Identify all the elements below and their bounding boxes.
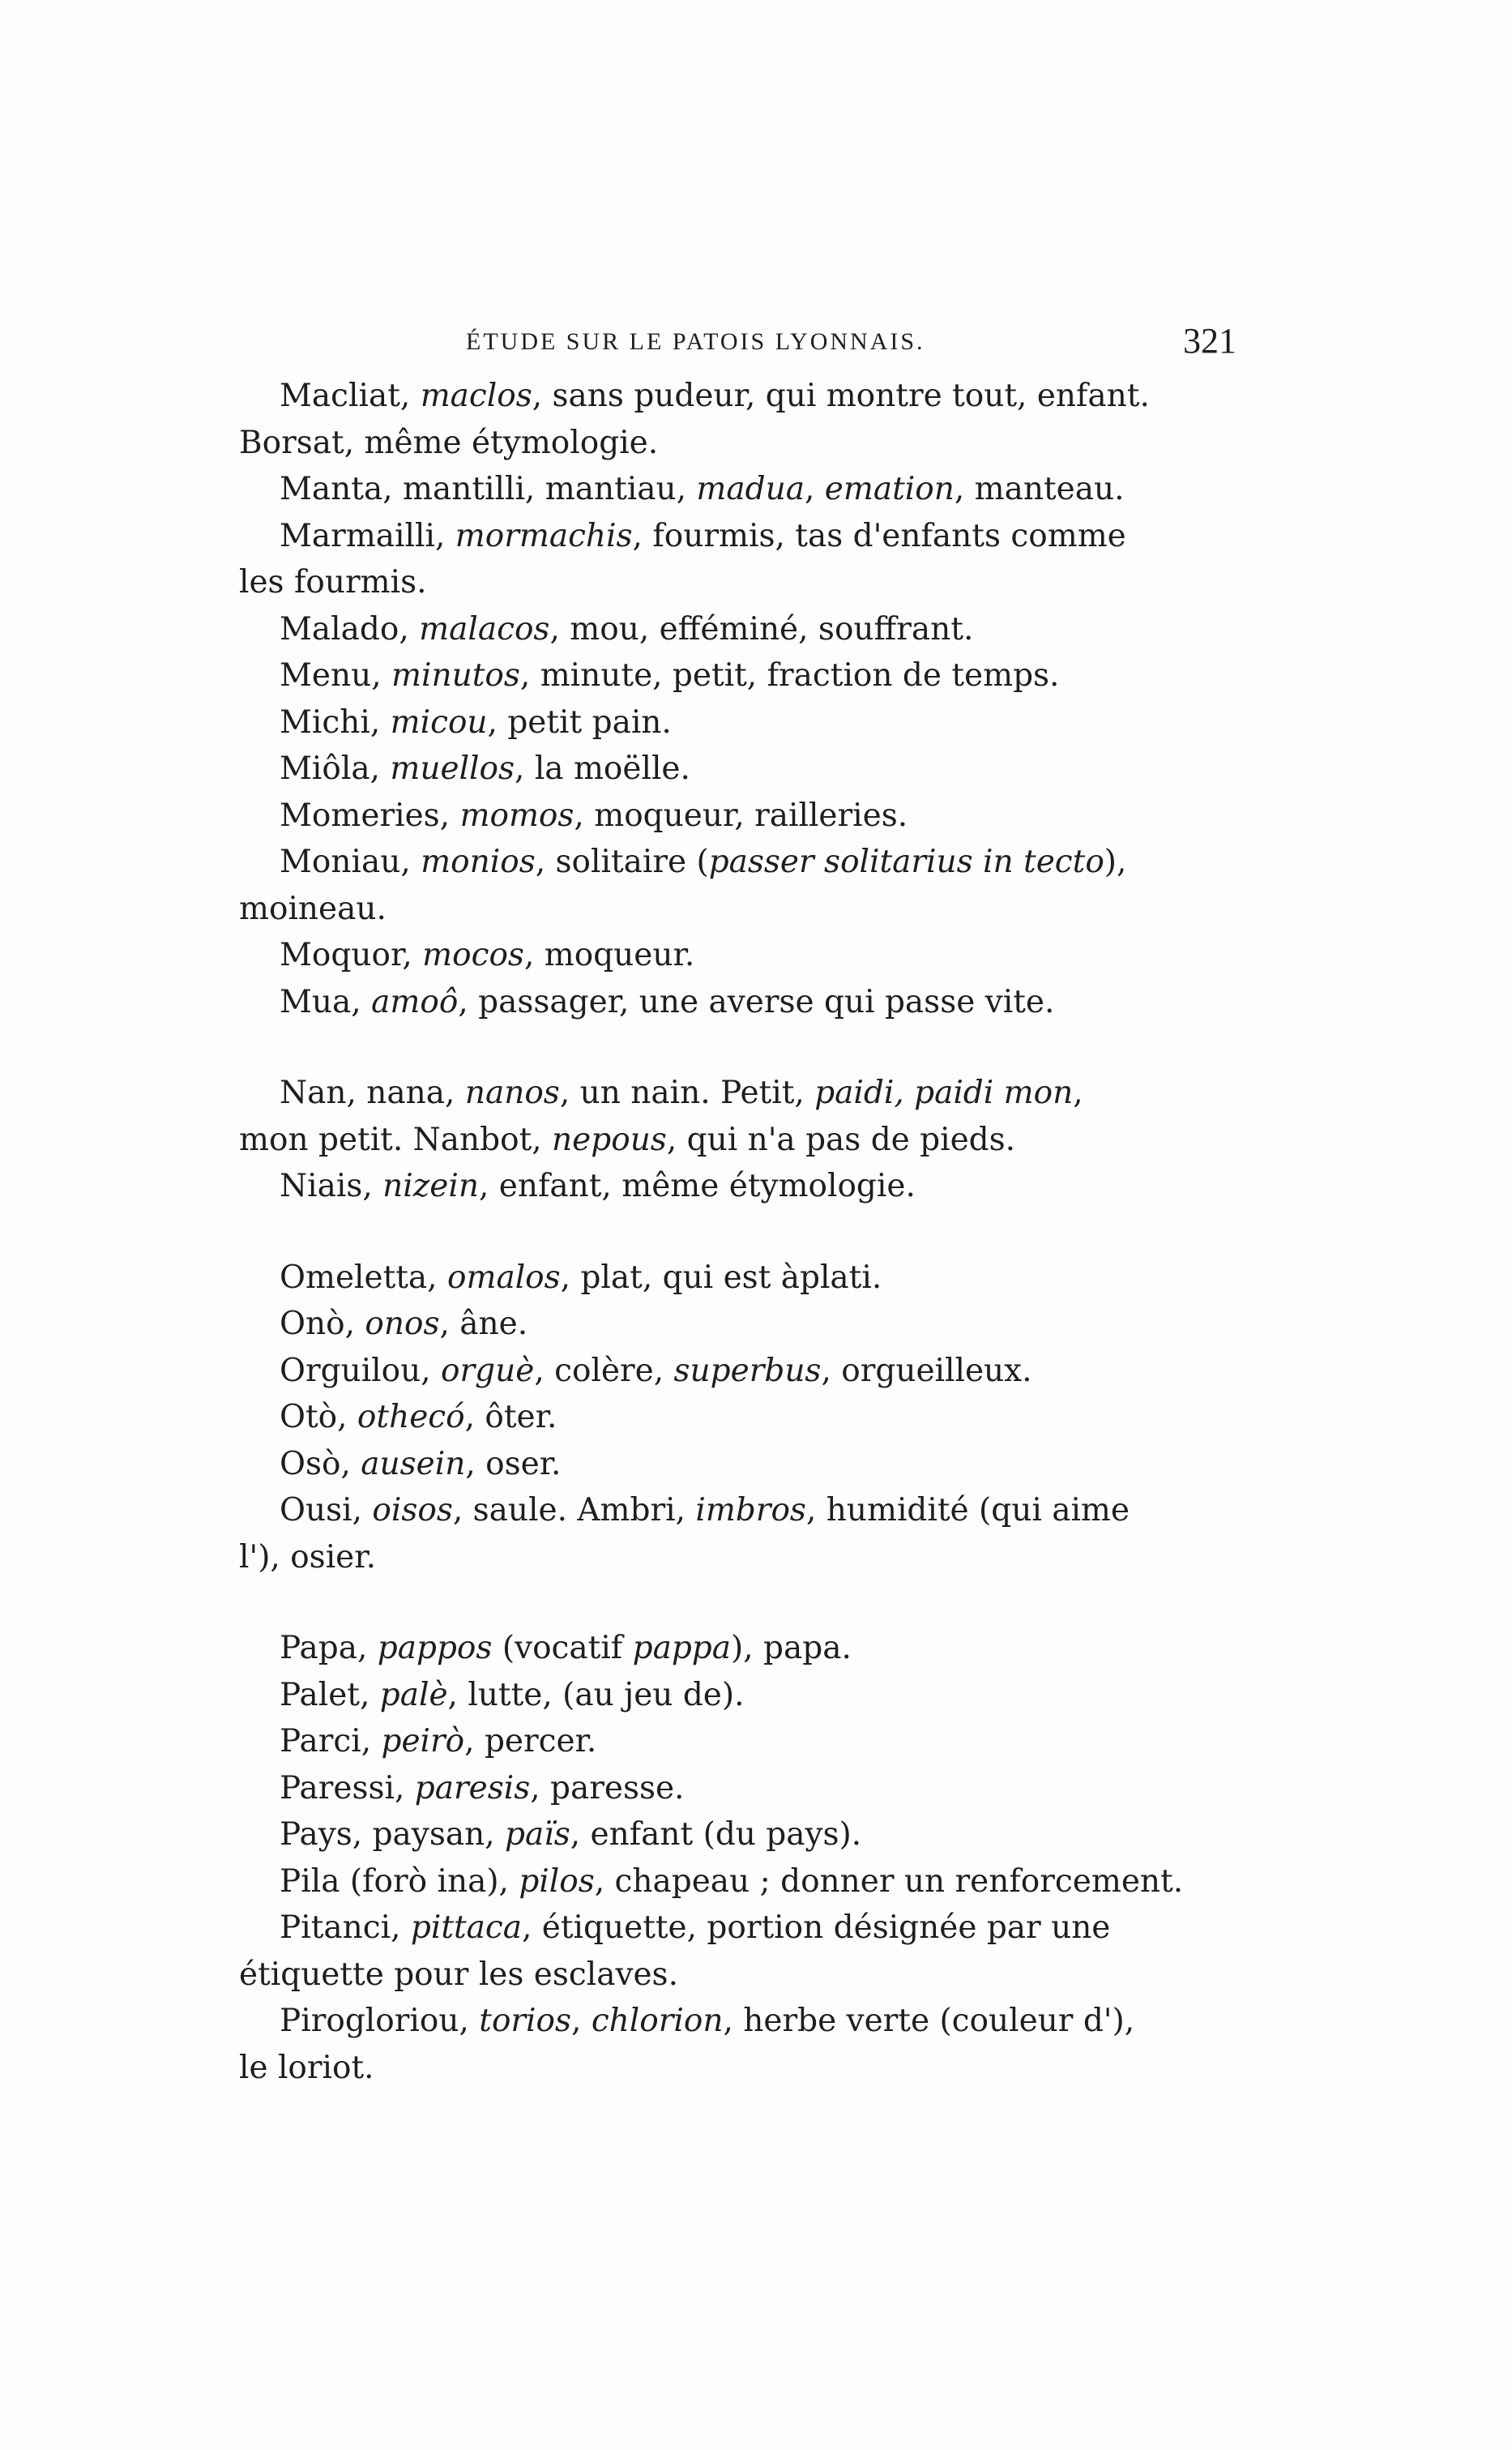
etymon-italic: pappa bbox=[632, 1630, 732, 1666]
text-segment: , qui n'a pas de pieds. bbox=[666, 1121, 1016, 1158]
text-segment: moineau. bbox=[239, 890, 387, 927]
etymon-italic: monios bbox=[421, 844, 536, 880]
text-segment: , la moëlle. bbox=[515, 750, 690, 787]
page-number: 321 bbox=[1183, 321, 1237, 361]
text-segment: Moquor, bbox=[280, 937, 423, 973]
text-segment: , fourmis, tas d'enfants comme bbox=[632, 517, 1126, 554]
text-segment: Manta, mantilli, mantiau, bbox=[280, 471, 697, 507]
text-line bbox=[239, 1301, 1147, 1348]
text-segment: ), bbox=[1104, 844, 1127, 880]
text-line bbox=[239, 1394, 1147, 1441]
etymon-italic: othecó bbox=[357, 1399, 465, 1435]
etymon-italic: mocos bbox=[422, 937, 524, 973]
text-segment: , mou, efféminé, souffrant. bbox=[549, 610, 974, 648]
text-segment: , paresse. bbox=[530, 1769, 685, 1807]
section-gap bbox=[239, 1580, 1147, 1625]
etymon-italic: mormachis bbox=[455, 517, 633, 554]
text-segment: , étiquette, portion désignée par une bbox=[522, 1909, 1111, 1946]
text-segment: le loriot. bbox=[239, 2049, 374, 2086]
text-segment: , bbox=[804, 471, 825, 507]
etymon-italic: omalos bbox=[446, 1259, 561, 1296]
etymon-italic: maclos bbox=[420, 378, 532, 414]
text-segment: Miôla, bbox=[280, 750, 391, 787]
etymon-italic: païs bbox=[505, 1816, 570, 1853]
text-line bbox=[239, 1255, 1147, 1302]
etymon-italic: chlorion bbox=[591, 2003, 724, 2039]
text-segment: Parci, bbox=[280, 1723, 382, 1759]
text-segment: les fourmis. bbox=[239, 564, 427, 601]
text-segment: Mua, bbox=[280, 983, 372, 1020]
text-line bbox=[239, 513, 1147, 560]
text-segment: , percer. bbox=[464, 1723, 597, 1759]
text-line bbox=[239, 932, 1147, 979]
etymon-italic: amoô bbox=[371, 983, 459, 1020]
text-segment: Momeries, bbox=[280, 797, 460, 834]
etymon-italic: paidi, paidi mon bbox=[814, 1075, 1074, 1111]
etymon-italic: nanos bbox=[464, 1075, 560, 1111]
etymon-italic: passer solitarius in tecto bbox=[708, 844, 1104, 880]
text-segment: , moqueur. bbox=[523, 937, 695, 973]
text-segment: Ousi, bbox=[280, 1492, 373, 1529]
text-line bbox=[239, 1117, 1147, 1164]
section-gap bbox=[239, 1025, 1147, 1070]
text-line bbox=[239, 979, 1147, 1026]
text-segment: , lutte, (au jeu de). bbox=[447, 1676, 745, 1713]
etymon-italic: orguè bbox=[441, 1352, 535, 1389]
text-segment: , ôter. bbox=[464, 1399, 557, 1435]
text-line bbox=[239, 1625, 1147, 1672]
etymon-italic: pittaca bbox=[410, 1909, 523, 1946]
text-segment: , bbox=[1073, 1075, 1083, 1111]
etymon-italic: palè bbox=[379, 1676, 448, 1713]
text-line bbox=[239, 1070, 1147, 1117]
text-line bbox=[239, 839, 1147, 886]
text-segment: (vocatif bbox=[492, 1630, 633, 1666]
text-line bbox=[239, 373, 1150, 420]
etymon-italic: pilos bbox=[519, 1862, 595, 1900]
text-line bbox=[239, 466, 1147, 513]
text-segment: Palet, bbox=[280, 1676, 380, 1713]
text-segment: Pitanci, bbox=[280, 1909, 411, 1946]
text-segment: Onò, bbox=[280, 1306, 365, 1342]
text-segment: , humidité (qui aime bbox=[805, 1492, 1130, 1529]
text-segment: l'), osier. bbox=[239, 1538, 377, 1576]
etymon-italic: nepous bbox=[552, 1121, 667, 1158]
text-segment: , solitaire ( bbox=[535, 844, 709, 880]
text-line bbox=[239, 886, 1147, 933]
text-line bbox=[239, 420, 1147, 467]
etymon-italic: pappos bbox=[377, 1630, 493, 1666]
text-segment: Papa, bbox=[280, 1630, 378, 1666]
etymon-italic: onos bbox=[365, 1306, 440, 1342]
text-segment: , petit pain. bbox=[487, 703, 672, 741]
text-segment: Michi, bbox=[280, 703, 391, 741]
etymon-italic: madua bbox=[696, 471, 805, 507]
etymon-italic: paresis bbox=[414, 1769, 531, 1807]
text-line bbox=[239, 1811, 1147, 1858]
etymon-italic: momos bbox=[459, 797, 574, 834]
text-segment: Malado, bbox=[280, 610, 420, 648]
text-segment: mon petit. Nanbot, bbox=[239, 1121, 553, 1158]
text-segment: , orgueilleux. bbox=[821, 1352, 1032, 1389]
text-segment: ), papa. bbox=[731, 1630, 852, 1666]
text-segment: , âne. bbox=[439, 1306, 528, 1342]
section-gap bbox=[239, 1210, 1147, 1255]
etymon-italic: micou bbox=[390, 703, 488, 741]
page-body bbox=[239, 373, 1184, 2091]
text-segment: Osò, bbox=[280, 1445, 361, 1482]
text-segment: , colère, bbox=[534, 1352, 674, 1389]
etymon-italic: minutos bbox=[391, 657, 520, 694]
text-line bbox=[239, 1163, 1147, 1210]
text-line bbox=[239, 1952, 1147, 1999]
text-line bbox=[239, 606, 1147, 653]
text-segment: , manteau. bbox=[954, 471, 1125, 507]
text-segment: , passager, une averse qui passe vite. bbox=[458, 983, 1055, 1020]
etymon-italic: superbus bbox=[673, 1352, 822, 1389]
text-line bbox=[239, 559, 1147, 606]
text-segment: , chapeau ; donner un renforcement. bbox=[594, 1862, 1184, 1900]
text-segment: , saule. Ambri, bbox=[452, 1492, 696, 1529]
text-segment: Otò, bbox=[280, 1399, 357, 1435]
text-segment: , enfant (du pays). bbox=[570, 1816, 862, 1853]
text-segment: , un nain. Petit, bbox=[559, 1075, 815, 1111]
etymon-italic: muellos bbox=[390, 750, 515, 787]
text-line bbox=[239, 1534, 1147, 1581]
etymon-italic: torios bbox=[479, 2003, 572, 2039]
etymon-italic: peirò bbox=[381, 1723, 465, 1759]
text-segment: étiquette pour les esclaves. bbox=[239, 1956, 678, 1993]
text-segment: , oser. bbox=[465, 1445, 562, 1482]
text-line bbox=[239, 1905, 1147, 1952]
text-segment: , sans pudeur, qui montre tout, enfant. bbox=[532, 378, 1150, 414]
text-segment: , enfant, même étymologie. bbox=[478, 1168, 916, 1204]
text-segment: Paressi, bbox=[280, 1769, 415, 1807]
text-line bbox=[239, 1672, 1147, 1719]
text-line bbox=[239, 746, 1147, 793]
text-segment: Moniau, bbox=[280, 844, 421, 880]
text-line bbox=[239, 1718, 1147, 1765]
text-segment: Macliat, bbox=[280, 378, 421, 414]
text-segment: , minute, petit, fraction de temps. bbox=[519, 657, 1060, 694]
text-segment: Orguilou, bbox=[280, 1352, 442, 1389]
text-segment: Pays, paysan, bbox=[280, 1816, 506, 1853]
text-segment: Pirogloriou, bbox=[280, 2003, 480, 2039]
text-segment: , bbox=[571, 2003, 592, 2039]
etymon-italic: imbros bbox=[695, 1492, 806, 1529]
text-line bbox=[239, 1487, 1147, 1534]
etymon-italic: nizein bbox=[382, 1168, 479, 1204]
text-line bbox=[239, 1858, 1184, 1905]
text-segment: Menu, bbox=[280, 657, 392, 694]
etymon-italic: emation bbox=[824, 471, 955, 507]
text-segment: Nan, nana, bbox=[280, 1075, 465, 1111]
etymon-italic: malacos bbox=[419, 610, 550, 648]
text-line bbox=[239, 1441, 1147, 1488]
text-segment: Marmailli, bbox=[280, 517, 455, 554]
text-line bbox=[239, 1765, 1147, 1812]
text-line bbox=[239, 699, 1147, 746]
etymon-italic: oisos bbox=[372, 1492, 453, 1529]
text-segment: , moqueur, railleries. bbox=[574, 797, 908, 834]
text-segment: Borsat, même étymologie. bbox=[239, 424, 659, 461]
text-line bbox=[239, 2045, 1147, 2092]
text-line bbox=[239, 793, 1147, 840]
text-line bbox=[239, 652, 1147, 699]
text-segment: Pila (forò ina), bbox=[280, 1862, 519, 1900]
text-segment: Niais, bbox=[280, 1168, 383, 1204]
text-line bbox=[239, 1348, 1147, 1395]
text-line bbox=[239, 1998, 1147, 2045]
text-segment: Omeletta, bbox=[280, 1259, 447, 1296]
text-segment: , plat, qui est àplati. bbox=[560, 1259, 882, 1296]
text-segment: , herbe verte (couleur d'), bbox=[723, 2003, 1135, 2039]
running-header: ÉTUDE SUR LE PATOIS LYONNAIS. bbox=[466, 328, 925, 355]
etymon-italic: ausein bbox=[361, 1445, 466, 1482]
